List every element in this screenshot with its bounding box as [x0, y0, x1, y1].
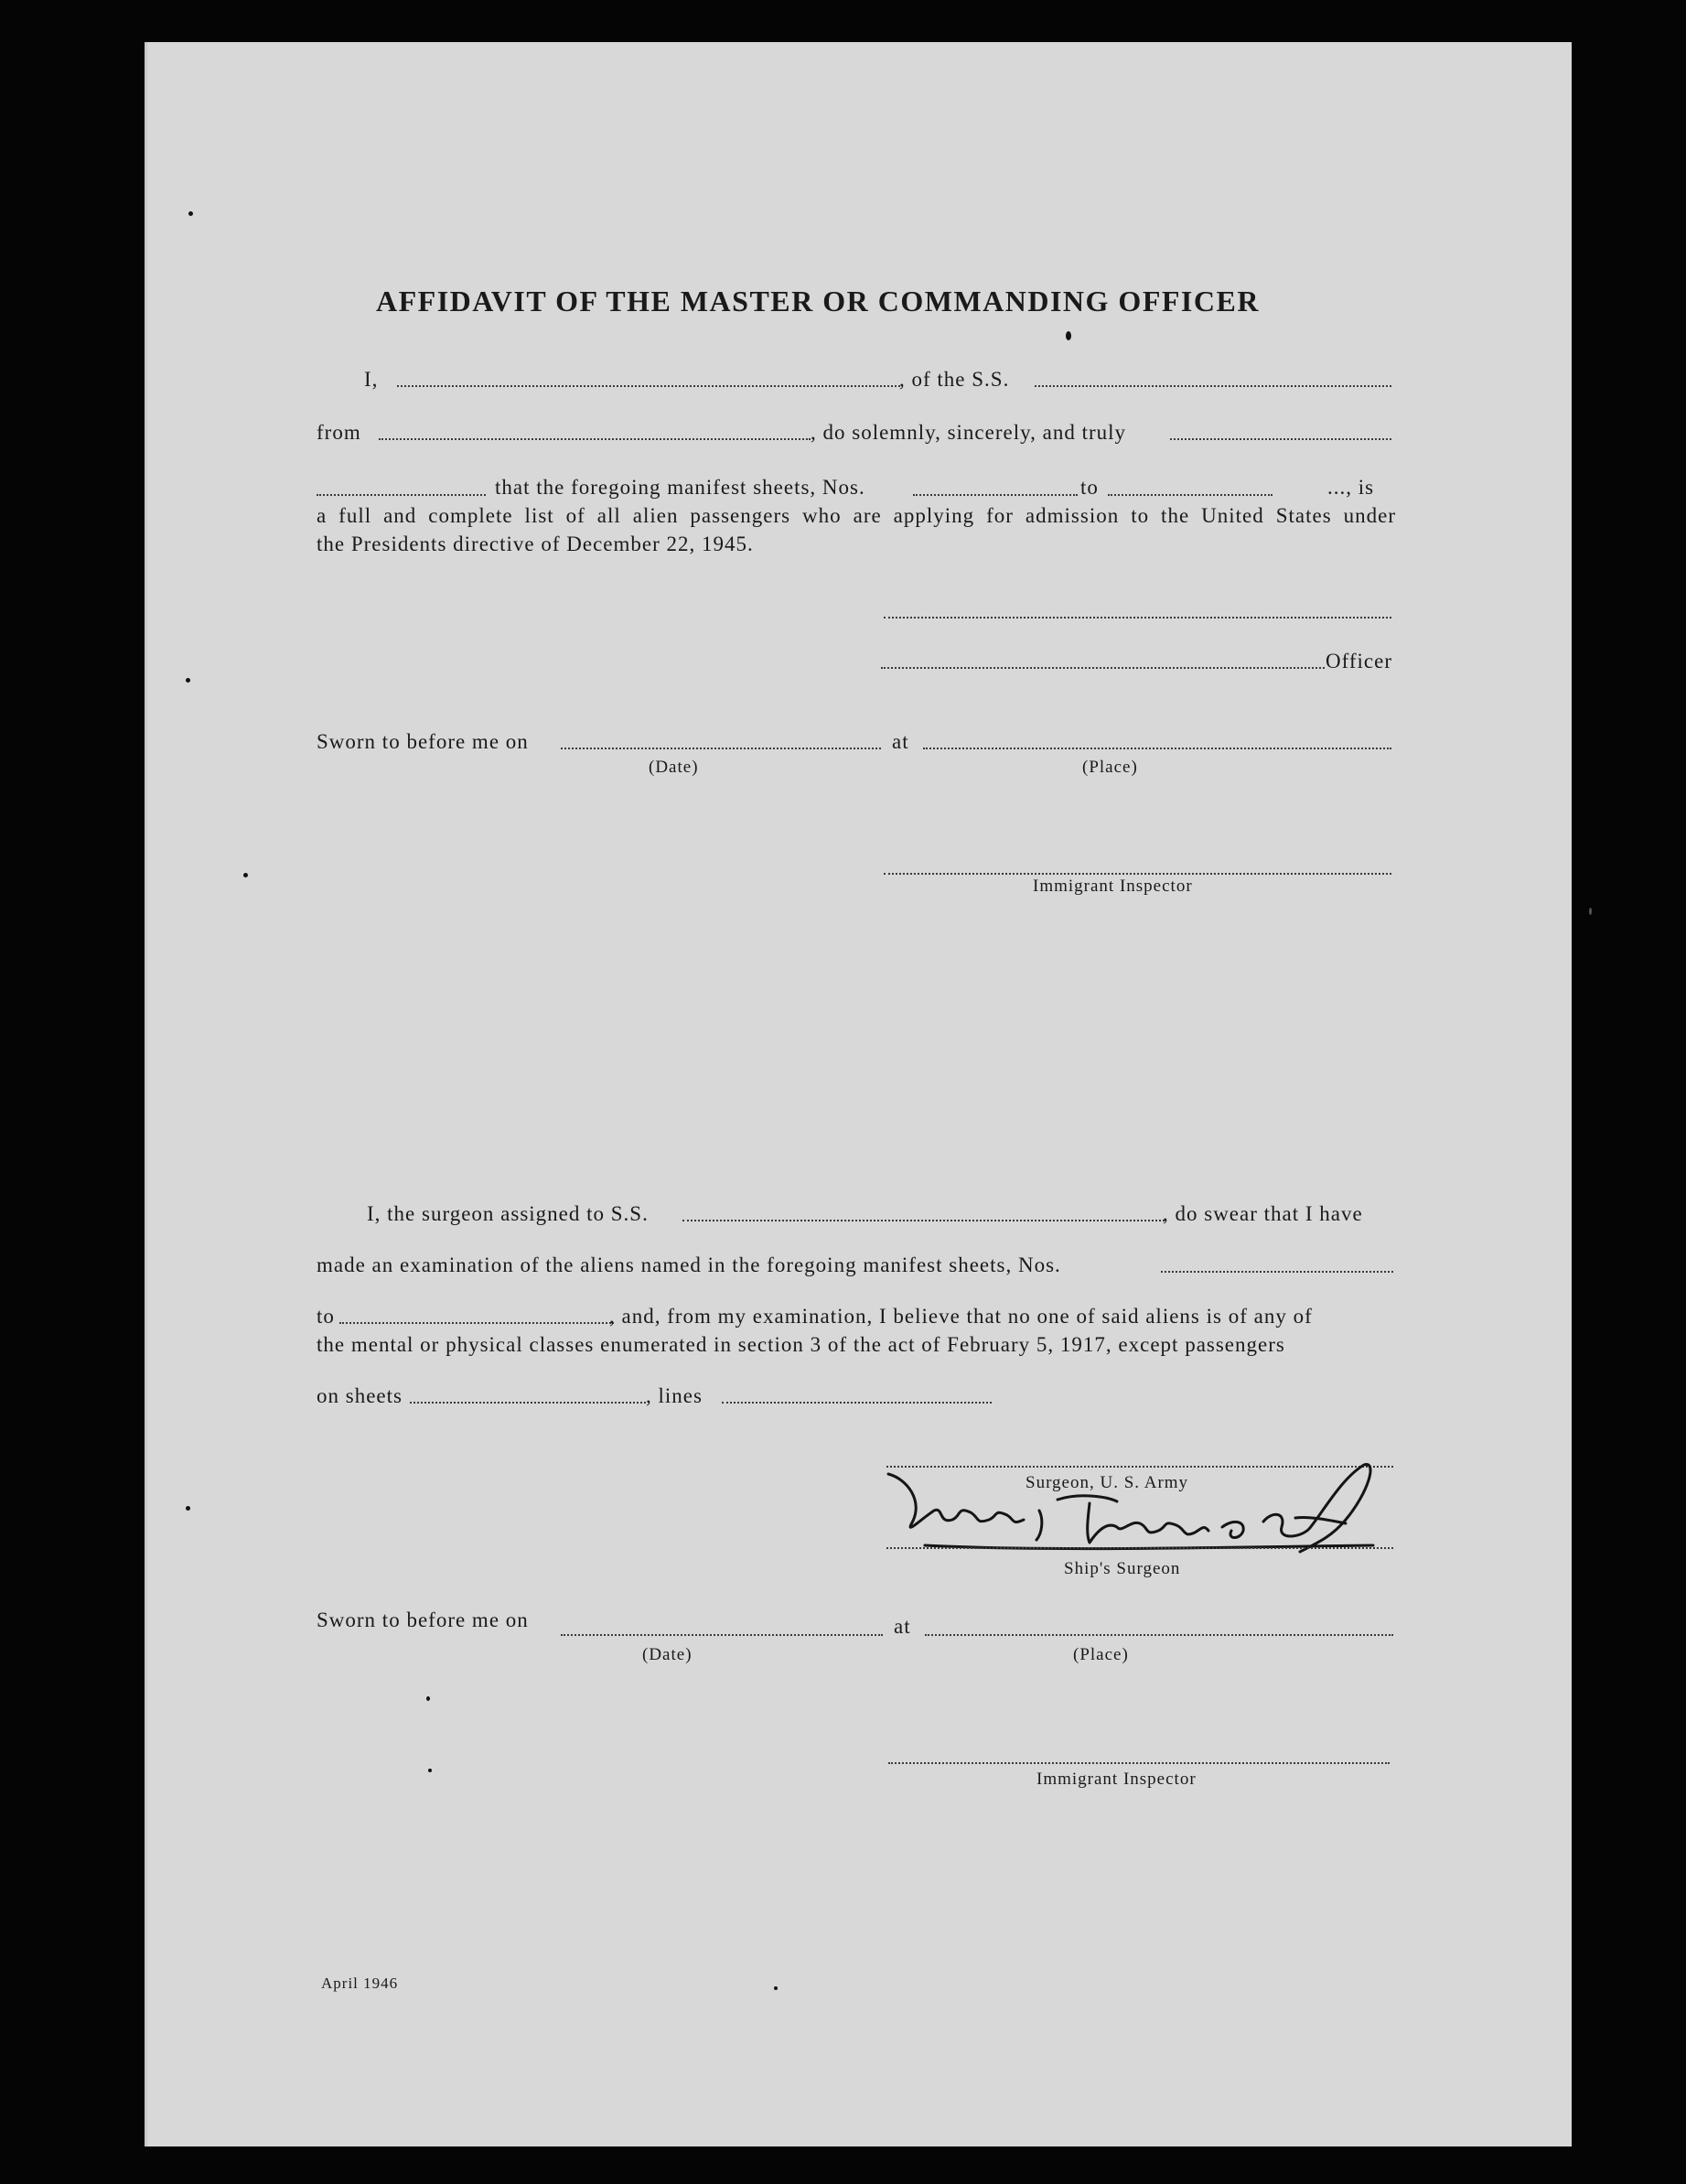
- surgeon-belief-label: , and, from my examination, I believe that no one of said aliens is of any of: [609, 1305, 1313, 1328]
- master-of-ss-label: , of the S.S.: [899, 368, 1010, 391]
- surgeon-inspector-label: Immigrant Inspector: [1036, 1770, 1197, 1789]
- scan-speck: [426, 1696, 430, 1701]
- master-from-port-field[interactable]: [379, 438, 811, 440]
- master-sworn-place-field[interactable]: [923, 748, 1391, 749]
- surgeon-on-sheets-label: on sheets: [317, 1384, 403, 1407]
- surgeon-sheet-from-field[interactable]: [1161, 1271, 1393, 1273]
- master-statement-line-2: the Presidents directive of December 22, 1945.: [317, 533, 754, 555]
- form-revision-date: April 1946: [321, 1974, 399, 1992]
- surgeon-at-label: at: [894, 1615, 911, 1638]
- master-inspector-label: Immigrant Inspector: [1033, 877, 1193, 896]
- master-statement-line-1: a full and complete list of all alien passengers who are applying for admission to the United States under: [317, 504, 1396, 527]
- master-at-label: at: [892, 730, 909, 753]
- surgeon-lines-label: , lines: [646, 1384, 703, 1407]
- scan-speck: [1066, 331, 1071, 340]
- master-i-label: I,: [364, 368, 379, 391]
- surgeon-sheet-to-field[interactable]: [339, 1322, 614, 1324]
- surgeon-excepted-lines-field[interactable]: [722, 1402, 992, 1404]
- master-oath-field[interactable]: [1170, 438, 1391, 440]
- master-foregoing-label: that the foregoing manifest sheets, Nos.: [495, 476, 865, 499]
- surgeon-classes-label: the mental or physical classes enumerated in section 3 of the act of February 5, 1917, except passengers: [317, 1333, 1285, 1356]
- scan-speck: [243, 873, 248, 877]
- army-surgeon-label: Surgeon, U. S. Army: [1026, 1473, 1189, 1492]
- scan-speck: [774, 1986, 778, 1990]
- surgeon-to-label: to: [317, 1305, 335, 1328]
- edge-speck: [1589, 908, 1592, 915]
- surgeon-date-caption: (Date): [642, 1645, 693, 1664]
- master-ship-name-field[interactable]: [1035, 385, 1391, 387]
- scan-speck: [188, 211, 193, 216]
- master-inspector-signature-line[interactable]: [884, 873, 1391, 875]
- surgeon-sworn-place-field[interactable]: [925, 1634, 1393, 1636]
- form-title: AFFIDAVIT OF THE MASTER OR COMMANDING OFFICER: [376, 285, 1260, 317]
- officer-title-line[interactable]: [881, 667, 1325, 669]
- master-date-caption: (Date): [649, 758, 699, 777]
- ships-surgeon-label: Ship's Surgeon: [1064, 1559, 1181, 1578]
- scan-speck: [428, 1769, 432, 1772]
- master-is-label: ..., is: [1327, 476, 1375, 499]
- master-place-caption: (Place): [1082, 758, 1138, 777]
- ships-surgeon-signature-line[interactable]: [886, 1547, 1393, 1549]
- surgeon-sworn-date-field[interactable]: [561, 1634, 883, 1636]
- master-sworn-date-field[interactable]: [561, 748, 881, 749]
- surgeon-ship-field[interactable]: [682, 1220, 1165, 1221]
- master-oath-continued-field[interactable]: [317, 494, 486, 496]
- surgeon-place-caption: (Place): [1073, 1645, 1129, 1664]
- master-to-label: to: [1080, 476, 1099, 499]
- master-sheet-from-field[interactable]: [913, 494, 1078, 496]
- surgeon-exam-label: made an examination of the aliens named in the foregoing manifest sheets, Nos.: [317, 1253, 1061, 1276]
- affidavit-form: [145, 42, 1572, 2146]
- scan-speck: [186, 1506, 190, 1511]
- master-statement: [317, 501, 1396, 558]
- surgeon-intro-label: I, the surgeon assigned to S.S.: [367, 1202, 649, 1225]
- surgeon-swear-label: , do swear that I have: [1163, 1202, 1363, 1225]
- surgeon-excepted-sheets-field[interactable]: [410, 1402, 646, 1404]
- master-from-label: from: [317, 421, 361, 444]
- surgeon-sworn-label: Sworn to before me on: [317, 1608, 529, 1631]
- master-solemnly-label: , do solemnly, sincerely, and truly: [811, 421, 1127, 444]
- master-sheet-to-field[interactable]: [1108, 494, 1273, 496]
- master-sworn-label: Sworn to before me on: [317, 730, 529, 753]
- master-name-field[interactable]: [397, 385, 900, 387]
- officer-label: Officer: [1326, 650, 1392, 672]
- scan-speck: [186, 678, 190, 683]
- surgeon-inspector-signature-line[interactable]: [888, 1762, 1390, 1764]
- officer-signature-line[interactable]: [884, 617, 1391, 619]
